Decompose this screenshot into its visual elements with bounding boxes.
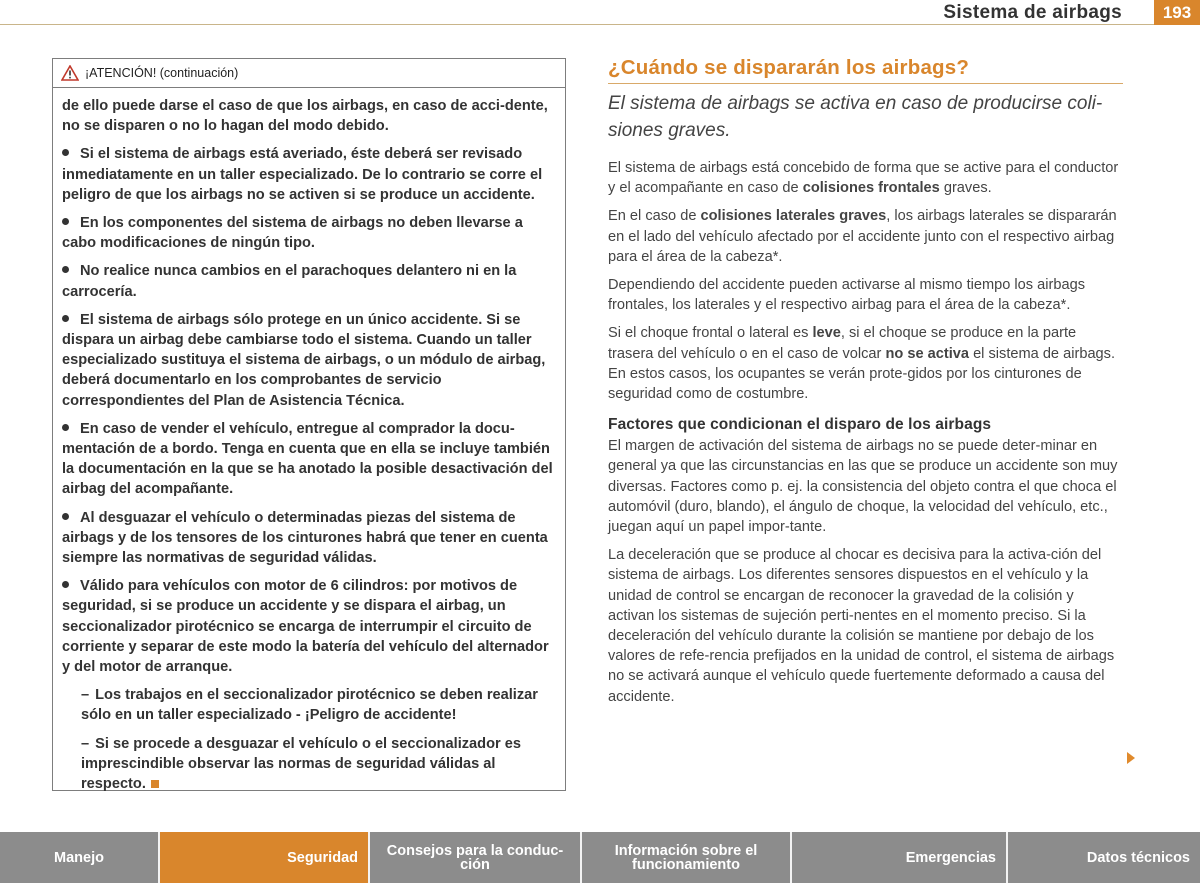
nav-tab-label: Manejo xyxy=(54,849,104,866)
article xyxy=(608,56,1123,715)
warning-subitem-text: Si se procede a desguazar el vehículo o el seccionalizador es imprescindible observar las normas de seguridad válidas al respecto. xyxy=(81,735,521,793)
header-rule xyxy=(0,24,1200,25)
emphasis-text: colisiones laterales graves xyxy=(700,208,887,225)
page-number: 193 xyxy=(1154,0,1200,25)
emphasis-text: no se activa xyxy=(885,345,970,362)
warning-bullet xyxy=(62,508,556,569)
lead-paragraph: El sistema de airbags se activa en caso de producirse coli-siones graves. xyxy=(608,93,1103,141)
warning-bullet xyxy=(62,419,556,500)
warning-heading-row xyxy=(53,59,565,88)
nav-tab-datos-tecnicos[interactable] xyxy=(1008,832,1200,883)
nav-tab-seguridad[interactable] xyxy=(160,832,370,883)
nav-tab-label: ción xyxy=(460,856,490,873)
text-run: Si el choque frontal o lateral es xyxy=(608,325,813,342)
bullet-dot-icon xyxy=(62,581,69,588)
warning-triangle-icon xyxy=(61,65,79,81)
warning-bullet xyxy=(62,261,556,301)
nav-tab-label: Seguridad xyxy=(287,849,358,866)
nav-tab-consejos[interactable] xyxy=(370,832,582,883)
warning-bullet-text: No realice nunca cambios en el parachoques delantero ni en la carrocería. xyxy=(62,263,517,300)
running-header-title: Sistema de airbags xyxy=(943,2,1122,23)
chapter-nav xyxy=(0,832,1200,883)
emphasis-text: leve xyxy=(812,325,841,342)
nav-tab-label: Datos técnicos xyxy=(1086,849,1190,866)
nav-tab-label: Emergencias xyxy=(905,849,996,866)
warning-bullet-text: Al desguazar el vehículo o determinadas piezas del sistema de airbags y de los tensores de los cinturones habrá que tener en cuenta siempre las normativas de seguridad válidas. xyxy=(62,509,548,567)
warning-bullet xyxy=(62,576,556,677)
paragraph xyxy=(608,158,1123,198)
warning-bullet xyxy=(62,144,556,205)
warning-bullet-text: El sistema de airbags sólo protege en un único accidente. Si se dispara un airbag debe cambiarse todo el sistema. Cuando un taller especializado sustituya el sistema de airbags, o un módulo de airbag, deberá documentarlo en los comprobantes de servicio correspondientes del Plan de Asistencia Técnica. xyxy=(62,311,546,409)
dash-marker: – xyxy=(81,687,90,704)
bullet-dot-icon xyxy=(62,424,69,431)
paragraph: Dependiendo del accidente pueden activarse al mismo tiempo los airbags frontales, los laterales y el respectivo airbag para el área de la cabeza*. xyxy=(608,277,1086,314)
text-run: En el caso de xyxy=(608,208,701,225)
text-run: , los airbags laterales se dispararán en el lado del vehículo afectado por el accidente junto con el respectivo airbag para el área de la cabeza*. xyxy=(608,208,1117,265)
warning-bullet xyxy=(62,213,556,253)
paragraph xyxy=(608,206,1123,267)
section-title: ¿Cuándo se dispararán los airbags? xyxy=(608,56,1123,84)
nav-tab-label: Información sobre el xyxy=(614,842,758,859)
dash-marker: – xyxy=(81,735,90,752)
warning-subitem xyxy=(62,685,556,725)
nav-tab-informacion[interactable] xyxy=(582,832,792,883)
warning-body xyxy=(53,88,565,794)
warning-bullet-text: Si el sistema de airbags está averiado, éste deberá ser revisado inmediatamente en un taller especializado. De lo contrario se corre el peligro de que los airbags no se activen si se produce un accidente. xyxy=(62,146,543,203)
nav-tab-manejo[interactable] xyxy=(0,832,160,883)
warning-subitem-text: Los trabajos en el seccionalizador pirotécnico se deben realizar sólo en un taller especializado - ¡Peligro de accidente! xyxy=(81,687,538,724)
bullet-dot-icon xyxy=(62,218,69,225)
nav-tab-emergencias[interactable] xyxy=(792,832,1008,883)
paragraph xyxy=(608,323,1123,404)
continue-arrow-icon xyxy=(1127,752,1135,764)
end-of-section-icon xyxy=(151,780,159,788)
nav-tab-label: funcionamiento xyxy=(632,856,740,873)
emphasis-text: colisiones frontales xyxy=(802,180,940,197)
subheading: Factores que condicionan el disparo de los airbags xyxy=(608,416,992,434)
bullet-dot-icon xyxy=(62,266,69,273)
paragraph: La deceleración que se produce al chocar es decisiva para la activa-ción del sistema de airbags. Los diferentes sensores dispuestos en el vehículo y la unidad de control se encargan de reconocer la gravedad de la colisión y activan los sistemas de sujeción perti-nentes en el momento preciso. Si la deceleración del vehículo durante la colisión se mantiene por debajo de los valores de refe-rencia prefijados en la unidad de control, el sistema de airbags no se activará aunque el vehículo quede fuertemente deformado a causa del accidente. xyxy=(608,547,1115,705)
nav-tab-label: Consejos para la conduc- xyxy=(386,842,564,859)
warning-bullet xyxy=(62,310,556,411)
warning-bullet-text: Válido para vehículos con motor de 6 cilindros: por motivos de seguridad, si se produce un accidente y se dispara el airbag, un seccionalizador pirotécnico se encarga de interrumpir el circuito de corriente y separar de este modo la batería del vehículo del alternador y del motor de arranque. xyxy=(62,578,549,676)
warning-intro: de ello puede darse el caso de que los airbags, en caso de acci-dente, no se disparen o no lo hagan del modo debido. xyxy=(62,98,548,135)
warning-heading: ¡ATENCIÓN! (continuación) xyxy=(85,66,239,80)
paragraph: El margen de activación del sistema de airbags no se puede deter-minar en general ya que las circunstancias en las que se produce un accidente son muy diversas. Factores como p. ej. la consistencia del objeto contra el que choca el automóvil (duro, blando), el ángulo de choque, la velocidad del vehículo, etc., juegan aquí un papel impor-tante. xyxy=(608,438,1118,536)
bullet-dot-icon xyxy=(62,513,69,520)
warning-bullet-text: En los componentes del sistema de airbags no deben llevarse a cabo modificaciones de ningún tipo. xyxy=(62,215,523,252)
text-run: el sistema de airbags. En estos casos, los ocupantes se verán prote-gidos por los cinturones de seguridad como de costumbre. xyxy=(608,345,1116,403)
bullet-dot-icon xyxy=(62,149,69,156)
warning-bullet-text: En caso de vender el vehículo, entregue al comprador la docu-mentación de a bordo. Tenga en cuenta que en ella se incluye también la documentación en la que se ha anotado la posible desactivación del airbag del acompañante. xyxy=(62,420,553,498)
text-run: El sistema de airbags está concebido de forma que se active para el conductor y el acompañante en caso de xyxy=(608,160,1119,197)
warning-subitem xyxy=(62,734,556,795)
bullet-dot-icon xyxy=(62,315,69,322)
text-run: graves. xyxy=(939,180,992,197)
warning-box xyxy=(52,58,566,791)
text-run: , si el choque se produce en la parte trasera del vehículo o en el caso de volcar xyxy=(608,325,1077,362)
